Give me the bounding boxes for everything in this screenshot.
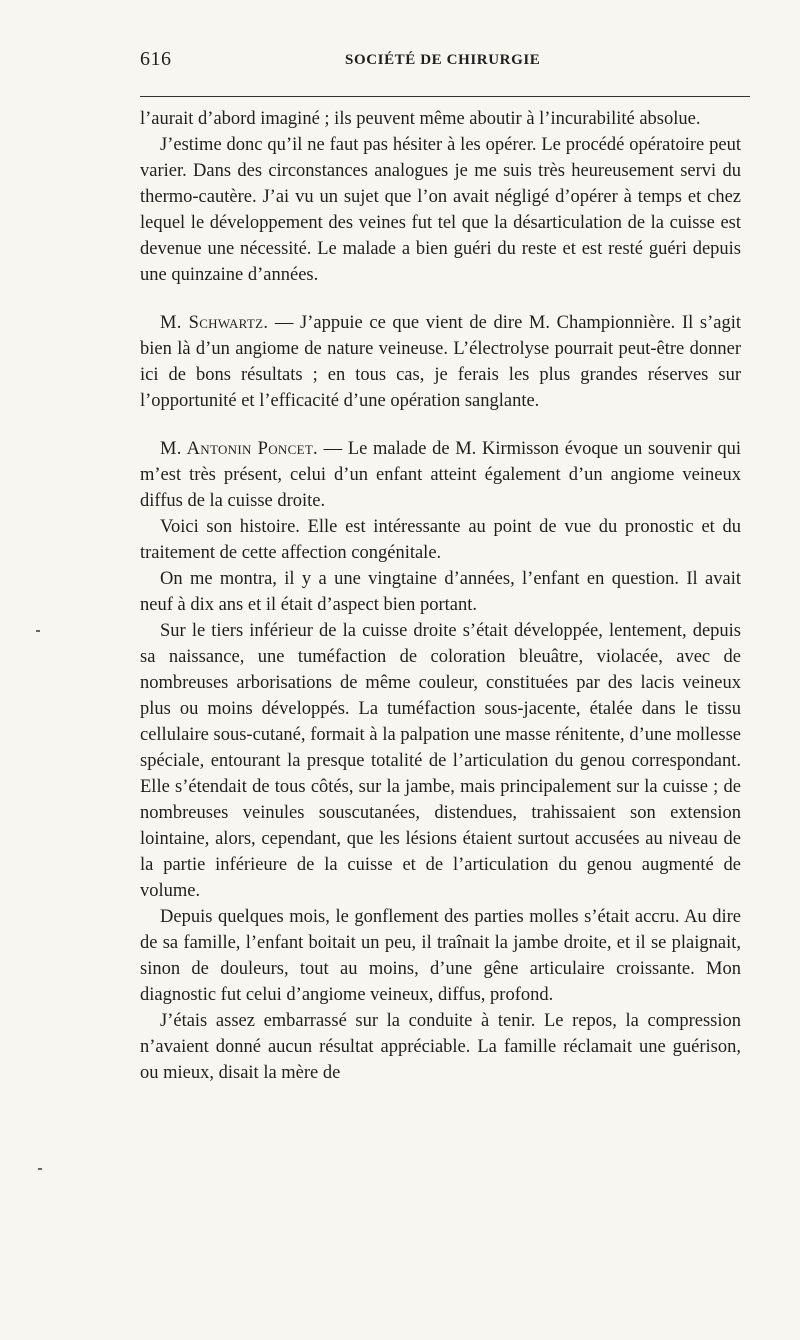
speaker-name: M. Schwartz.	[160, 313, 269, 333]
paragraph: Sur le tiers inférieur de la cuisse droite s’était développée, lentement, depuis sa naissance, une tuméfaction de coloration bleuâtre, violacée, avec de nombreuses arborisations de même couleur, constituées par des lacis veineux plus ou moins développés. La tuméfaction sous-jacente, étalée dans le tissu cellulaire sous-cutané, formait à la palpation une masse rénitente, d’une mollesse spéciale, entourant la presque totalité de l’articulation du genou correspondant. Elle s’étendait de tous côtés, sur la jambe, mais principalement sur la cuisse ; de nombreuses veinules souscutanées, distendues, trahissaient son extension lointaine, alors, cependant, que les lésions étaient surtout accusées au niveau de la partie inférieure de la cuisse et de l’articulation du genou augmenté de volume.	[140, 621, 741, 901]
paragraph: Depuis quelques mois, le gonflement des parties molles s’était accru. Au dire de sa famille, l’enfant boitait un peu, il traînait la jambe droite, et il se plaignait, sinon de douleurs, tout au moins, d’une gêne articulaire croissante. Mon diagnostic fut celui d’angiome veineux, diffus, profond.	[140, 907, 741, 1005]
page-body	[140, 106, 741, 1086]
running-title: SOCIÉTÉ DE CHIRURGIE	[345, 52, 541, 68]
page-header	[140, 48, 750, 78]
header-rule	[140, 96, 750, 97]
paragraph: J’étais assez embarrassé sur la conduite à tenir. Le repos, la compression n’avaient donné aucun résultat appréciable. La famille réclamait une guérison, ou mieux, disait la mère de	[140, 1011, 741, 1083]
scan-speck	[36, 630, 40, 632]
paragraph-schwartz	[140, 310, 741, 414]
paragraph: On me montra, il y a une vingtaine d’années, l’enfant en question. Il avait neuf à dix ans et il était d’aspect bien portant.	[140, 569, 741, 615]
paragraph: Voici son histoire. Elle est intéressante au point de vue du pronostic et du traitement de cette affection congénitale.	[140, 517, 741, 563]
paragraph-poncet	[140, 436, 741, 514]
speaker-name: M. Antonin Poncet.	[160, 439, 318, 459]
paragraph-text: — J’appuie ce que vient de dire M. Championnière. Il s’agit bien là d’un angiome de nature veineuse. L’électrolyse pourrait peut-être donner ici de bons résultats ; en tous cas, je ferais les plus grandes réserves sur l’opportunité et l’efficacité d’une opération sanglante.	[140, 313, 741, 411]
scan-speck	[38, 1168, 42, 1170]
paragraph-text: — Le malade de M. Kirmisson évoque un souvenir qui m’est très présent, celui d’un enfant atteint également d’un angiome veineux diffus de la cuisse droite.	[140, 439, 741, 511]
page-number: 616	[140, 48, 172, 70]
paragraph: J’estime donc qu’il ne faut pas hésiter à les opérer. Le procédé opératoire peut varier. Dans des circonstances analogues je me suis très heureusement servi du thermo-cautère. J’ai vu un sujet que l’on avait négligé d’opérer à temps et chez lequel le développement des veines fut tel que la désarticulation de la cuisse est devenue une nécessité. Le malade a bien guéri du reste et est resté guéri depuis une quinzaine d’années.	[140, 135, 741, 285]
paragraph: l’aurait d’abord imaginé ; ils peuvent même aboutir à l’incurabilité absolue.	[140, 109, 701, 129]
